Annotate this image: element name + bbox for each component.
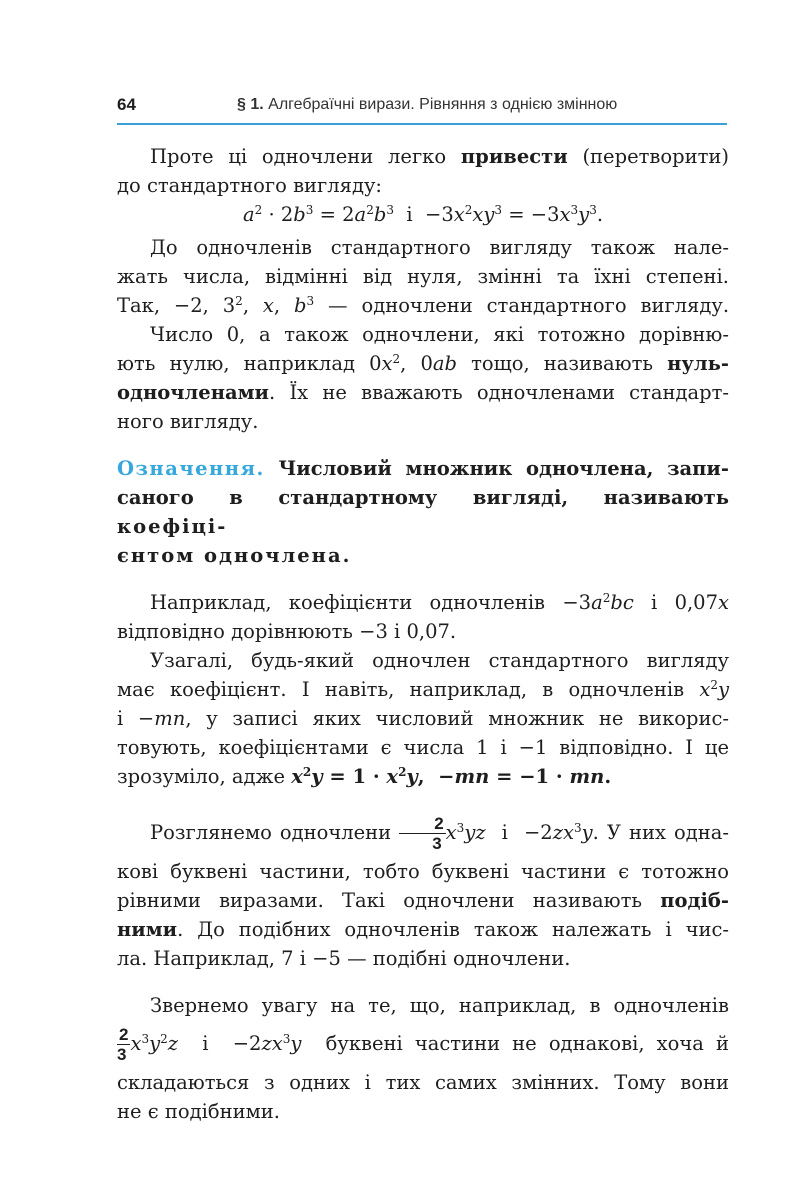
paragraph-6: Розглянемо одночлени $\frac{2}{3}$ $x^3yz$ $і -2zx^3y$. У них одна- кові буквені частини, тобто буквені частини є тотожно рівними виразами. Такі одночлени називають подіб- ними. До подібних одночленів також належать і чис- ла. Наприклад, 7 і −5 — подібні одночлени. [117,814,729,970]
paragraph-4: Наприклад, коефіцієнти одночленів $-3a^2bc$ і 0,07x відповідно дорівнюють −3 і 0,07. [117,591,729,643]
section-mark: § 1. [237,96,264,113]
definition-label: Означення. [117,457,265,480]
page-number: 64 [117,95,136,114]
fraction-two-thirds: $\frac{2}{3}$ [399,814,445,853]
paragraph-7: Звернемо увагу на те, що, наприклад, в одночленів $\frac{2}{3}$ $x^3y^2z$ $і -2zx^3y$ буквені частини не однакові, хоча й складаються з одних і тих самих змінних. Тому вони не є подібними. [117,994,729,1123]
formula-standard-form: $a^2 \cdot 2b^3 = 2a^2b^3$ $і -3x^2xy^3 = -3x^3y^3$. [242,203,604,226]
page-body [117,142,729,1126]
paragraph-5: Узагалі, будь-який одночлен стандартного вигляду має коефіцієнт. І навіть, наприклад, в одночленів $x^2y$ і −mn, у записі яких числовий множник не викорис- товують, коефіцієнтами є числа 1 і −1 відповідно. І це зрозуміло, адже $x^2y = 1 \cdot x^2y$, −mn = −1 · mn. [117,649,729,788]
paragraph-1: Проте ці одночлени легко привести (перетворити) до стандартного вигляду: [117,145,729,197]
fraction-two-thirds-2: $\frac{2}{3}$ [117,1025,129,1064]
page-header [117,93,727,125]
definition-block: Означення. Числовий множник одночлена, запи- саного в стандартному вигляді, називають коефіці- єнтом одночлена. [117,457,729,567]
section-title: Алгебраїчні вирази. Рівняння з однією змінною [268,96,618,113]
running-head [237,96,617,114]
paragraph-2: До одночленів стандартного вигляду також нале- жать числа, відмінні від нуля, змінні та їхні степені. Так, −2, $3^2$, x, $b^3$ — одночлени стандартного вигляду. [117,236,730,317]
bold-term-privesty: привести [460,145,568,168]
paragraph-3: Число 0, а також одночлени, які тотожно дорівню- ють нулю, наприклад $0x^2$, 0ab тощо, називають нуль- одночленами. Їх не вважають одночленами стандарт- ного вигляду. [117,323,729,433]
